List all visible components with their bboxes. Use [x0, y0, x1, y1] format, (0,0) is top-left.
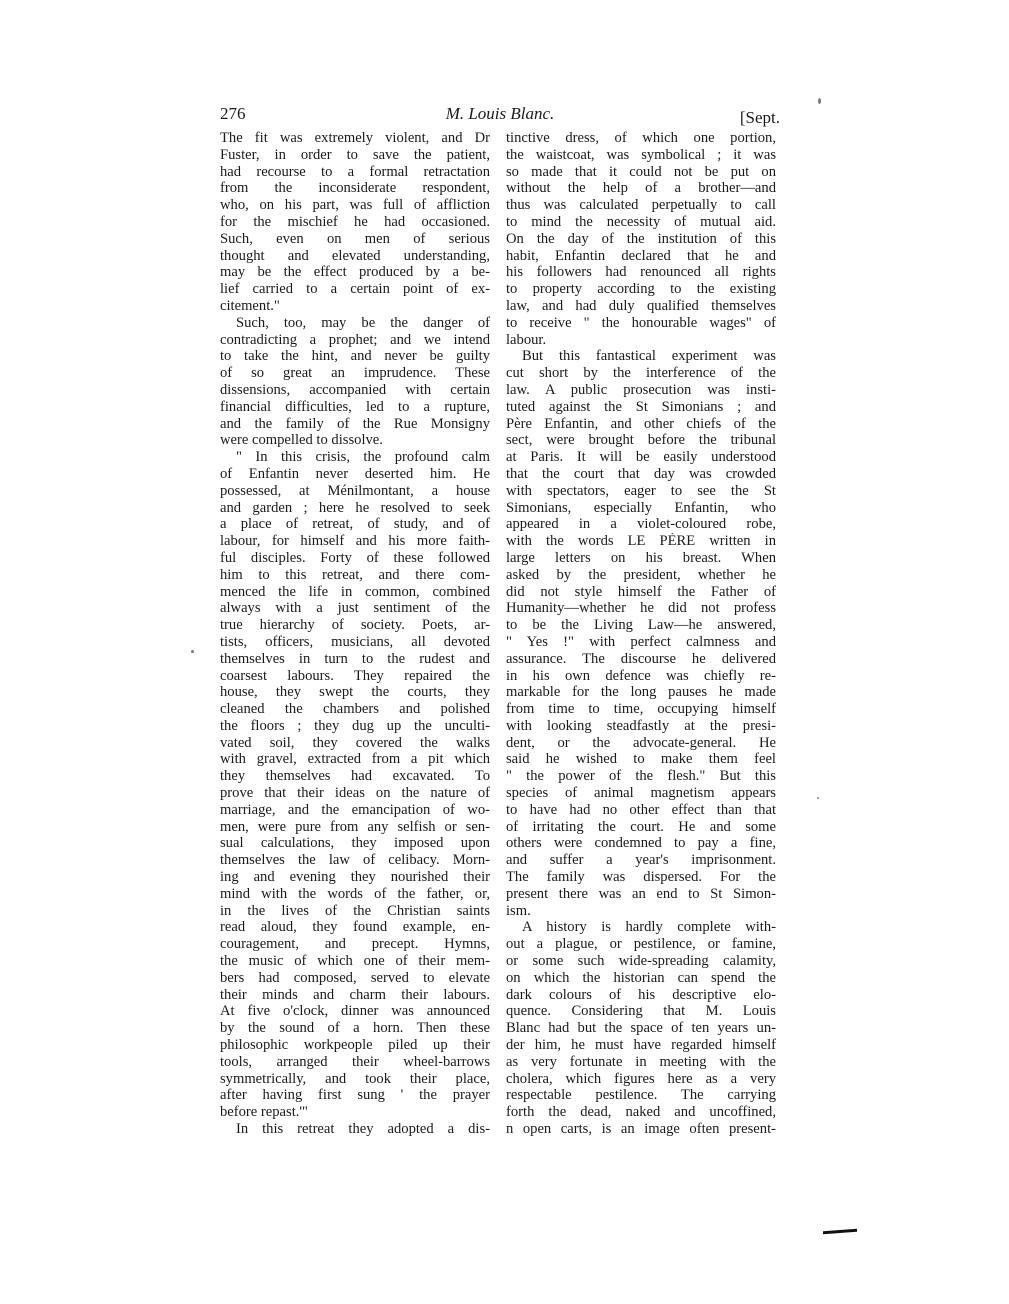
left-column-line: before repast.'": [220, 1104, 308, 1121]
right-column-line: to be the Living Law—he answered,: [506, 617, 776, 634]
right-column-line: But this fantastical experiment was: [522, 348, 776, 365]
running-head: [220, 104, 780, 130]
right-column-line: species of animal magnetism appears: [506, 785, 776, 802]
right-column-line: to have had no other effect than that: [506, 801, 776, 818]
right-column-line: forth the dead, naked and uncoffined,: [506, 1104, 776, 1121]
left-column-line: true hierarchy of society. Poets, ar-: [220, 617, 490, 634]
right-column-line: Père Enfantin, and other chiefs of the: [506, 415, 776, 432]
left-column-line: philosophic workpeople piled up their: [220, 1037, 490, 1054]
right-column-line: labour.: [506, 331, 547, 348]
left-column-line: sual calculations, they imposed upon: [220, 835, 490, 852]
left-column-line: Such, even on men of serious: [220, 230, 490, 247]
right-column-line: " the power of the flesh." But this: [506, 768, 776, 785]
right-column-line: to receive " the honourable wages" of: [506, 314, 776, 331]
right-column-line: so made that it could not be put on: [506, 163, 776, 180]
left-column-line: ful disciples. Forty of these followed: [220, 549, 490, 566]
margin-speck: [191, 650, 194, 653]
right-column-line: on which the historian can spend the: [506, 969, 776, 986]
left-column-line: couragement, and precept. Hymns,: [220, 936, 490, 953]
page-number: 276: [220, 104, 246, 123]
left-column-line: always with a just sentiment of the: [220, 600, 490, 617]
left-column-line: symmetrically, and took their place,: [220, 1070, 490, 1087]
right-column-line: with the words LE PÈRE written in: [506, 533, 776, 550]
margin-speck: [818, 98, 821, 104]
right-column-line: the waistcoat, was symbolical ; it was: [506, 146, 776, 163]
left-column-line: of Enfantin never deserted him. He: [220, 465, 490, 482]
right-column-line: cut short by the interference of the: [506, 365, 776, 382]
right-column-line: dark colours of his descriptive elo-: [506, 986, 776, 1003]
left-column-line: and garden ; here he resolved to seek: [220, 499, 490, 516]
right-column-line: his followers had renounced all rights: [506, 264, 776, 281]
left-column-line: Such, too, may be the danger of: [236, 314, 490, 331]
right-column-line: did not style himself the Father of: [506, 583, 776, 600]
left-column-line: prove that their ideas on the nature of: [220, 785, 490, 802]
left-column-line: vated soil, they covered the walks: [220, 734, 490, 751]
right-column-line: cholera, which figures here as a very: [506, 1070, 776, 1087]
right-column-line: thus was calculated perpetually to call: [506, 197, 776, 214]
right-column-line: markable for the long pauses he made: [506, 684, 776, 701]
left-column-line: by the sound of a horn. Then these: [220, 1020, 490, 1037]
left-column-line: for the mischief he had occasioned.: [220, 213, 490, 230]
right-column-line: of irritating the court. He and some: [506, 818, 776, 835]
left-column-line: with gravel, extracted from a pit which: [220, 751, 490, 768]
left-column-line: tools, arranged their wheel-barrows: [220, 1053, 490, 1070]
left-column-line: The fit was extremely violent, and Dr: [220, 130, 490, 146]
right-column-line: to mind the necessity of mutual aid.: [506, 213, 776, 230]
left-column-line: mind with the words of the father, or,: [220, 885, 490, 902]
left-column-line: in the lives of the Christian saints: [220, 902, 490, 919]
right-column-line: respectable pestilence. The carrying: [506, 1087, 776, 1104]
right-column-line: as very fortunate in meeting with the: [506, 1053, 776, 1070]
right-column-line: habit, Enfantin declared that he and: [506, 247, 776, 264]
right-column-line: The family was dispersed. For the: [506, 869, 776, 886]
right-column-line: law. A public prosecution was insti-: [506, 381, 776, 398]
left-column-line: the music of which one of their mem-: [220, 953, 490, 970]
left-column-line: dissensions, accompanied with certain: [220, 381, 490, 398]
left-column-line: of so great an imprudence. These: [220, 365, 490, 382]
left-column-line: cleaned the chambers and polished: [220, 701, 490, 718]
right-column-line: tuted against the St Simonians ; and: [506, 398, 776, 415]
right-column-line: to property according to the existing: [506, 281, 776, 298]
left-column-line: citement.": [220, 297, 280, 314]
left-column-line: At five o'clock, dinner was announced: [220, 1003, 490, 1020]
left-column-line: men, were pure from any selfish or sen-: [220, 818, 490, 835]
right-column-line: said he wished to make them feel: [506, 751, 776, 768]
left-column-line: may be the effect produced by a be-: [220, 264, 490, 281]
left-column-line: from the inconsiderate respondent,: [220, 180, 490, 197]
running-title: M. Louis Blanc.: [445, 104, 555, 123]
left-column-line: " In this crisis, the profound calm: [236, 449, 490, 466]
right-column-line: law, and had duly qualified themselves: [506, 297, 776, 314]
margin-speck: [817, 797, 819, 799]
right-column-line: Humanity—whether he did not profess: [506, 600, 776, 617]
left-column-line: after having first sung ' the prayer: [220, 1087, 490, 1104]
right-column-line: with spectators, eager to see the St: [506, 482, 776, 499]
left-column-line: labour, for himself and his more faith-: [220, 533, 490, 550]
right-column-line: " Yes !" with perfect calmness and: [506, 633, 776, 650]
right-column-line: that the court that day was crowded: [506, 465, 776, 482]
left-column-line: were compelled to dissolve.: [220, 432, 383, 449]
right-column-line: asked by the president, whether he: [506, 566, 776, 583]
left-column-line: to take the hint, and never be guilty: [220, 348, 490, 365]
right-column-line: der him, he must have regarded himself: [506, 1037, 776, 1054]
left-column-line: Fuster, in order to save the patient,: [220, 146, 490, 163]
right-column-line: tinctive dress, of which one portion,: [506, 130, 776, 146]
left-column-line: who, on his part, was full of affliction: [220, 197, 490, 214]
left-column-line: their minds and charm their labours.: [220, 986, 490, 1003]
right-column-line: A history is hardly complete with-: [522, 919, 776, 936]
right-column-line: from time to time, occupying himself: [506, 701, 776, 718]
left-column-line: and the family of the Rue Monsigny: [220, 415, 490, 432]
right-column-line: ism.: [506, 902, 531, 919]
left-column-line: themselves the law of celibacy. Morn-: [220, 852, 490, 869]
right-column-line: On the day of the institution of this: [506, 230, 776, 247]
left-column-line: marriage, and the emancipation of wo-: [220, 801, 490, 818]
left-column-line: him to this retreat, and there com-: [220, 566, 490, 583]
page-edge-mark: [823, 1229, 857, 1234]
left-column-line: house, they swept the courts, they: [220, 684, 490, 701]
left-column-line: menced the life in common, combined: [220, 583, 490, 600]
right-column-line: Simonians, especially Enfantin, who: [506, 499, 776, 516]
left-column-line: a place of retreat, of study, and of: [220, 516, 490, 533]
right-column-line: without the help of a brother—and: [506, 180, 776, 197]
right-column-line: others were condemned to pay a fine,: [506, 835, 776, 852]
left-column-line: coarsest labours. They repaired the: [220, 667, 490, 684]
right-column-line: present there was an end to St Simon-: [506, 885, 776, 902]
right-column-line: n open carts, is an image often present-: [506, 1121, 776, 1138]
left-column-line: the floors ; they dug up the unculti-: [220, 717, 490, 734]
running-section: [Sept.: [739, 108, 780, 127]
right-column-line: sect, were brought before the tribunal: [506, 432, 776, 449]
right-column-line: and suffer a year's imprisonment.: [506, 852, 776, 869]
right-column-line: in his own defence was chiefly re-: [506, 667, 776, 684]
left-column-line: financial difficulties, led to a rupture,: [220, 398, 490, 415]
left-column-line: In this retreat they adopted a dis-: [236, 1121, 490, 1138]
right-column-line: quence. Considering that M. Louis: [506, 1003, 776, 1020]
left-column-line: themselves in turn to the rudest and: [220, 650, 490, 667]
left-column-line: tists, officers, musicians, all devoted: [220, 633, 490, 650]
left-column-line: possessed, at Ménilmontant, a house: [220, 482, 490, 499]
right-column-line: large letters on his breast. When: [506, 549, 776, 566]
left-column-line: they themselves had excavated. To: [220, 768, 490, 785]
left-column-line: had recourse to a formal retractation: [220, 163, 490, 180]
right-column-line: or some such wide-spreading calamity,: [506, 953, 776, 970]
left-column-line: read aloud, they found example, en-: [220, 919, 490, 936]
left-column-line: ing and evening they nourished their: [220, 869, 490, 886]
right-column-line: with looking steadfastly at the presi-: [506, 717, 776, 734]
right-column-line: assurance. The discourse he delivered: [506, 650, 776, 667]
right-column-line: Blanc had but the space of ten years un-: [506, 1020, 776, 1037]
right-column-line: at Paris. It will be easily understood: [506, 449, 776, 466]
left-column-line: contradicting a prophet; and we intend: [220, 331, 490, 348]
left-column-line: lief carried to a certain point of ex-: [220, 281, 490, 298]
left-column-line: bers had composed, served to elevate: [220, 969, 490, 986]
right-text-column: [506, 130, 776, 1138]
right-column-line: dent, or the advocate-general. He: [506, 734, 776, 751]
left-column-line: thought and elevated understanding,: [220, 247, 490, 264]
right-column-line: appeared in a violet-coloured robe,: [506, 516, 776, 533]
left-text-column: [220, 130, 490, 1138]
right-column-line: out a plague, or pestilence, or famine,: [506, 936, 776, 953]
